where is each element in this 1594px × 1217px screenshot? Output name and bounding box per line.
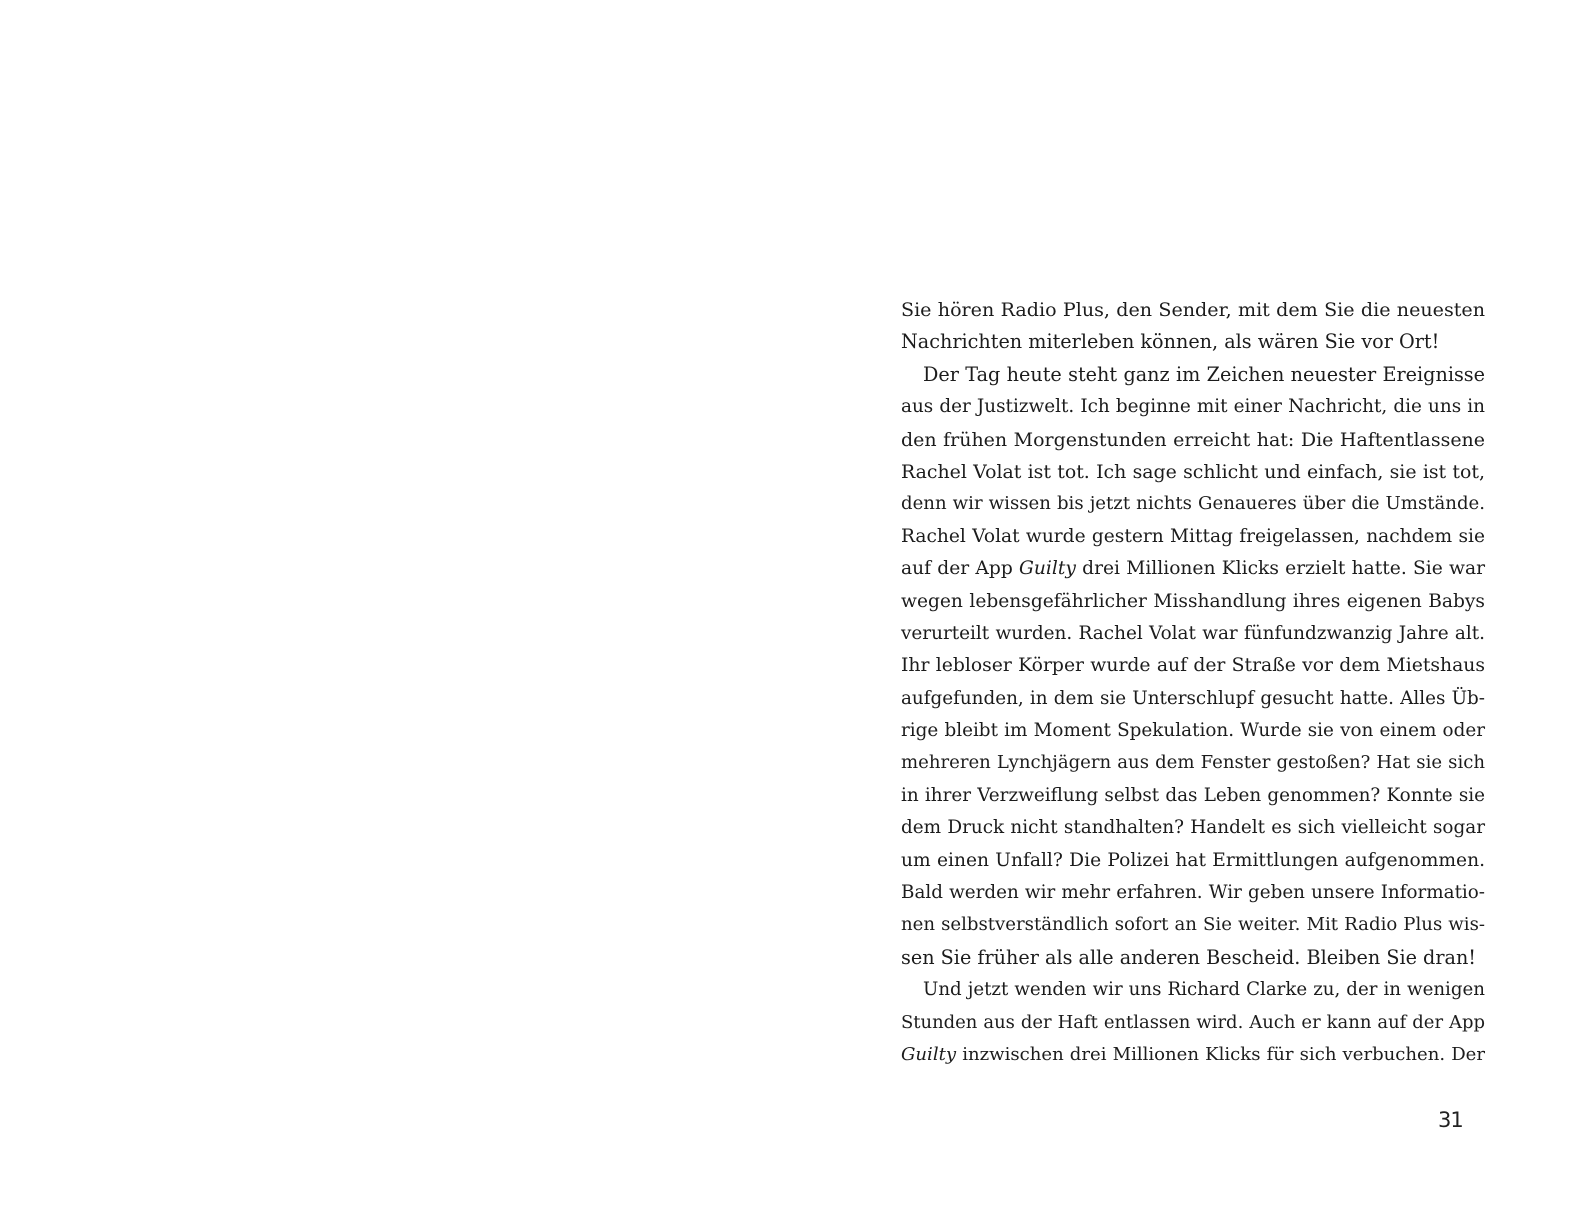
app-name-italic: Guilty	[901, 1043, 957, 1065]
text-line	[901, 1039, 1485, 1071]
text-line: Ihr lebloser Körper wurde auf der Straße vor dem Mietshaus	[901, 655, 1485, 677]
text-line: Rachel Volat wurde gestern Mittag freigelassen, nachdem sie	[901, 525, 1485, 547]
app-name-italic: Guilty	[1019, 558, 1076, 580]
text-line: verurteilt wurden. Rachel Volat war fünfundzwanzig Jahre alt.	[901, 622, 1485, 644]
text-line	[901, 553, 1485, 585]
text-line: sen Sie früher als alle anderen Bescheid. Bleiben Sie dran!	[901, 945, 1477, 969]
text-line: den frühen Morgenstunden erreicht hat: Die Haftentlassene	[901, 428, 1485, 451]
text-line: Der Tag heute steht ganz im Zeichen neuester Ereignisse	[923, 362, 1485, 386]
text-line: Bald werden wir mehr erfahren. Wir geben unsere Informatio-	[901, 882, 1485, 904]
text-line: nen selbstverständlich sofort an Sie weiter. Mit Radio Plus wis-	[901, 914, 1485, 936]
text-line: Stunden aus der Haft entlassen wird. Auch er kann auf der App	[901, 1011, 1485, 1033]
text-segment: inzwischen drei Millionen Klicks für sich verbuchen. Der	[956, 1043, 1485, 1065]
text-line: aufgefunden, in dem sie Unterschlupf gesucht hatte. Alles Üb-	[901, 687, 1485, 709]
text-line: mehreren Lynchjägern aus dem Fenster gestoßen? Hat sie sich	[901, 752, 1485, 774]
text-segment: drei Millionen Klicks erzielt hatte. Sie war	[1075, 558, 1486, 580]
text-line: aus der Justizwelt. Ich beginne mit einer Nachricht, die uns in	[901, 396, 1485, 418]
text-line: in ihrer Verzweiflung selbst das Leben genommen? Konnte sie	[901, 784, 1485, 806]
text-segment: auf der App	[901, 558, 1019, 580]
text-line: Sie hören Radio Plus, den Sender, mit dem Sie die neuesten	[901, 299, 1485, 321]
text-line: rige bleibt im Moment Spekulation. Wurde sie von einem oder	[901, 720, 1485, 742]
right-page	[797, 0, 1594, 1217]
text-line: Nachrichten miterleben können, als wären Sie vor Ort!	[901, 330, 1440, 354]
text-line: Rachel Volat ist tot. Ich sage schlicht und einfach, sie ist tot,	[901, 460, 1485, 483]
text-line: um einen Unfall? Die Polizei hat Ermittlungen aufgenommen.	[901, 849, 1485, 871]
body-text	[901, 294, 1485, 1071]
text-line: Und jetzt wenden wir uns Richard Clarke zu, der in wenigen	[923, 979, 1485, 1001]
text-line: denn wir wissen bis jetzt nichts Genaueres über die Umstände.	[901, 493, 1485, 515]
page-number: 31	[1438, 1108, 1463, 1132]
text-line: dem Druck nicht standhalten? Handelt es sich vielleicht sogar	[901, 817, 1485, 839]
text-line: wegen lebensgefährlicher Misshandlung ihres eigenen Babys	[901, 590, 1485, 612]
